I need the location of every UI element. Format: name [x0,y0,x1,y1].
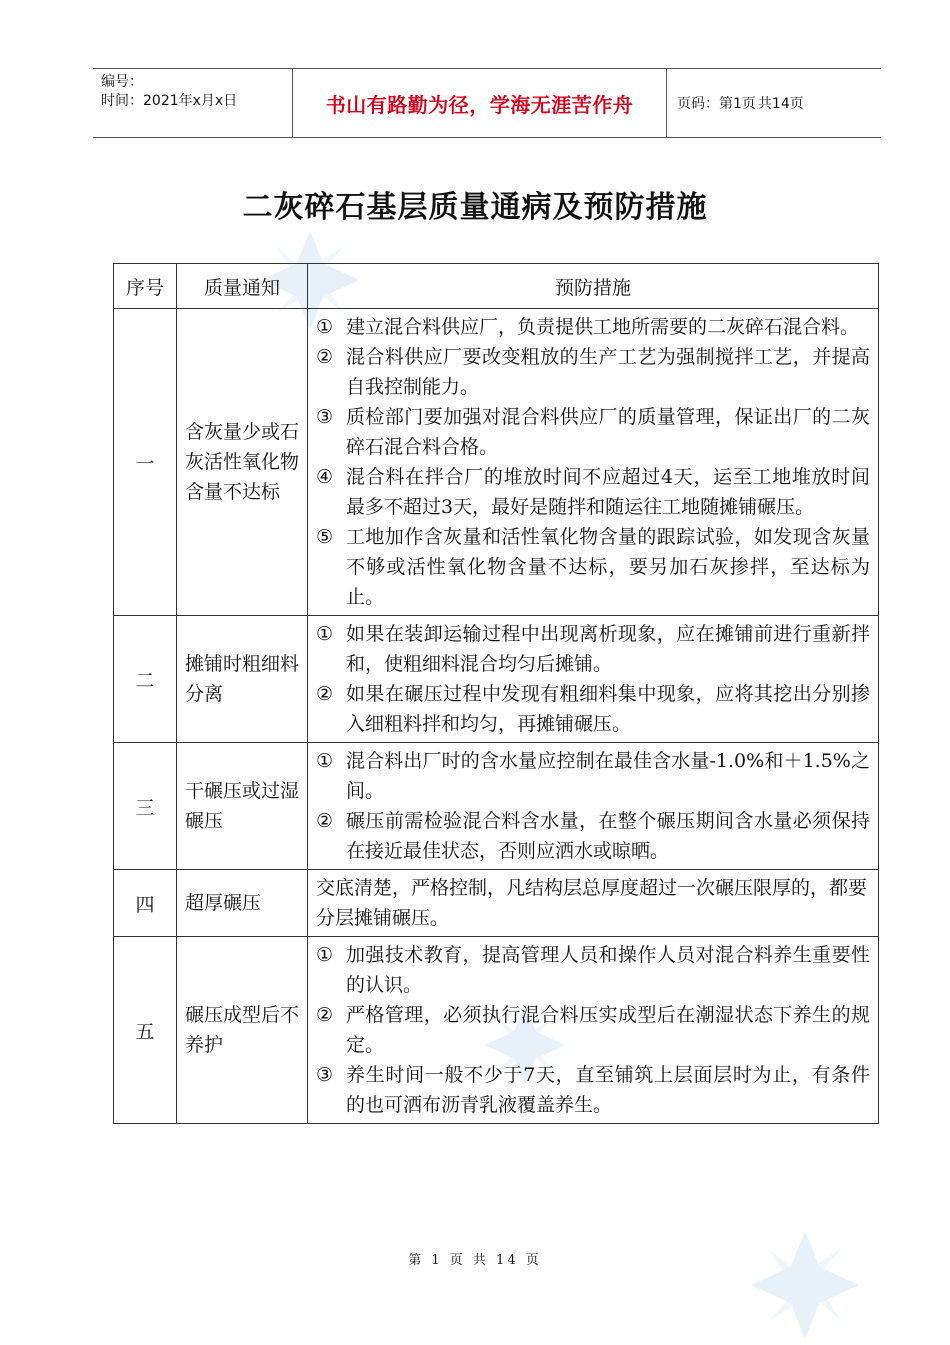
table-row [114,870,879,937]
measure-text: 严格管理，必须执行混合料压实成型后在潮湿状态下养生的规定。 [346,1004,870,1056]
table-row [114,309,879,616]
measure-text: 交底清楚，严格控制，凡结构层总厚度超过一次碾压限厚的，都要分层摊铺碾压。 [316,877,868,929]
measure-text: 如果在装卸运输过程中出现离析现象，应在摊铺前进行重新拌和，使粗细料混合均匀后摊铺。 [346,623,870,675]
measure-number: ② [316,810,334,832]
measure-number: ② [316,346,334,368]
measures-table [113,263,879,1124]
row-index: 二 [114,616,177,743]
measure-item [316,679,870,739]
table-row [114,743,879,870]
column-header-issue: 质量通知 [177,264,308,309]
measure-number: ④ [316,466,334,488]
row-quality-issue: 干碾压或过湿碾压 [177,743,308,870]
measure-text: 碾压前需检验混合料含水量，在整个碾压期间含水量必须保持在接近最佳状态，否则应洒水或晾晒。 [346,810,870,862]
measure-item [316,746,870,806]
measure-number: ③ [316,1064,334,1086]
row-quality-issue: 超厚碾压 [177,870,308,937]
measure-number: ① [316,944,334,966]
measure-text: 混合料在拌合厂的堆放时间不应超过4天，运至工地堆放时间最多不超过3天，最好是随拌和随运往工地随摊铺碾压。 [346,466,870,518]
measure-item [316,462,870,522]
column-header-index: 序号 [114,264,177,309]
header-motto: 书山有路勤为径，学海无涯苦作舟 [293,69,667,137]
row-quality-issue: 摊铺时粗细料分离 [177,616,308,743]
measure-item [316,940,870,1000]
page-title: 二灰碎石基层质量通病及预防措施 [242,190,708,225]
table-row [114,616,879,743]
measure-item [316,806,870,866]
measure-item [316,522,870,612]
row-index: 三 [114,743,177,870]
measure-item [316,312,870,342]
measure-item [316,342,870,402]
table-row [114,937,879,1124]
measure-item [316,1060,870,1120]
header-page-info [667,69,881,137]
watermark-snowflake-icon [745,1225,865,1345]
measure-number: ① [316,750,334,772]
page-footer: 第 1 页 共 14 页 [408,1253,542,1268]
measure-text: 建立混合料供应厂，负责提供工地所需要的二灰碎石混合料。 [346,316,860,338]
measure-text: 加强技术教育，提高管理人员和操作人员对混合料养生重要性的认识。 [346,944,870,996]
row-index: 四 [114,870,177,937]
measure-text: 质检部门要加强对混合料供应厂的质量管理，保证出厂的二灰碎石混合料合格。 [346,406,870,458]
row-quality-issue: 含灰量少或石灰活性氧化物含量不达标 [177,309,308,616]
document-header [93,68,881,138]
row-measures [308,870,879,937]
measure-item [316,402,870,462]
measure-number: ⑤ [316,526,334,548]
measure-item [316,1000,870,1060]
measure-text: 混合料供应厂要改变粗放的生产工艺为强制搅拌工艺，并提高自我控制能力。 [346,346,870,398]
measure-text: 养生时间一般不少于7天，直至铺筑上层面层时为止，有条件的也可洒布沥青乳液覆盖养生。 [346,1064,870,1116]
measure-number: ② [316,683,334,705]
measure-item [316,619,870,679]
measure-number: ② [316,1004,334,1026]
header-page-label: 页码：第1页 [677,96,756,112]
measure-text: 工地加作含灰量和活性氧化物含量的跟踪试验，如发现含灰量不够或活性氧化物含量不达标，要另加石灰掺拌，至达标为止。 [346,526,870,608]
row-quality-issue: 碾压成型后不养护 [177,937,308,1124]
measure-text: 如果在碾压过程中发现有粗细料集中现象，应将其挖出分别掺入细粗料拌和均匀，再摊铺碾压。 [346,683,870,735]
row-measures [308,616,879,743]
measure-text: 混合料出厂时的含水量应控制在最佳含水量-1.0%和＋1.5%之间。 [346,750,870,802]
measure-number: ① [316,316,334,338]
row-index: 一 [114,309,177,616]
column-header-measures: 预防措施 [308,264,879,309]
header-time-label: 时间：2021年x月x日 [101,93,238,109]
measure-number: ③ [316,406,334,428]
row-measures [308,937,879,1124]
row-measures [308,743,879,870]
row-measures [308,309,879,616]
table-header-row [114,264,879,309]
header-meta [93,69,293,137]
header-number-label: 编号： [101,74,143,90]
row-index: 五 [114,937,177,1124]
header-total-label: 共14页 [757,96,804,112]
measure-number: ① [316,623,334,645]
